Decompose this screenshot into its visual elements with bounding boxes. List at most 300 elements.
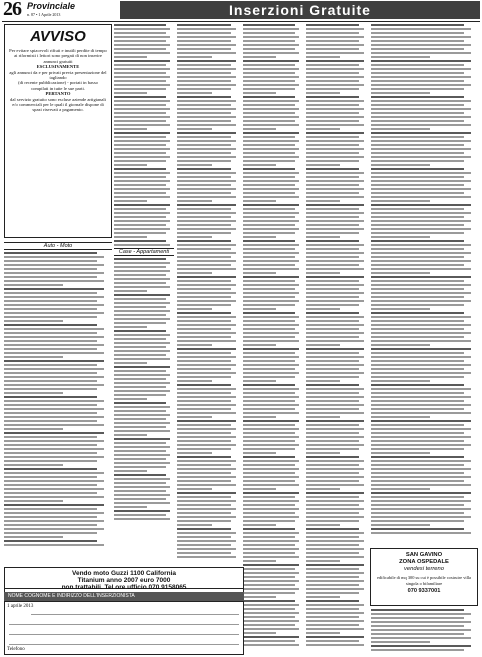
text-line <box>306 504 359 506</box>
coupon-form[interactable] <box>4 601 244 655</box>
text-line <box>306 540 364 542</box>
text-line <box>243 268 299 270</box>
text-line <box>306 488 340 490</box>
text-line <box>4 312 104 314</box>
text-line <box>243 124 299 126</box>
text-line <box>371 144 464 146</box>
text-line <box>306 560 340 562</box>
text-line <box>243 100 299 102</box>
text-line <box>371 520 464 522</box>
text-line <box>114 212 170 214</box>
text-line <box>4 388 97 390</box>
text-line <box>371 625 464 627</box>
text-line <box>371 408 464 410</box>
text-line <box>243 600 295 602</box>
text-line <box>114 168 166 170</box>
text-line <box>243 192 295 194</box>
text-line <box>243 44 299 46</box>
text-line <box>306 84 364 86</box>
text-line <box>306 100 364 102</box>
text-line <box>371 324 471 326</box>
text-line <box>4 520 104 522</box>
text-line <box>243 500 299 502</box>
text-line <box>371 344 430 346</box>
text-line <box>306 416 340 418</box>
text-line <box>177 300 236 302</box>
text-line <box>371 232 464 234</box>
text-line <box>114 96 166 98</box>
text-line <box>306 56 340 58</box>
text-line <box>4 536 63 538</box>
text-line <box>114 108 170 110</box>
text-line <box>243 620 299 622</box>
text-line <box>177 488 212 490</box>
text-line <box>371 68 471 70</box>
notice-paragraph: Per evitare spiacevoli rifiuti e inutili perdite di tempo ai riformisti i lettori sono pregati di non inserire annunci gratuiti <box>9 48 107 64</box>
text-line <box>114 52 170 54</box>
text-line <box>371 452 430 454</box>
text-line <box>306 116 364 118</box>
text-line <box>177 28 236 30</box>
text-line <box>4 424 104 426</box>
text-line <box>243 364 299 366</box>
text-line <box>306 292 364 294</box>
text-line <box>243 640 295 642</box>
text-line <box>306 624 359 626</box>
text-line <box>177 140 236 142</box>
text-line <box>243 28 299 30</box>
text-line <box>243 636 299 638</box>
text-line <box>114 482 166 484</box>
text-line <box>4 488 104 490</box>
text-line <box>306 520 359 522</box>
text-line <box>306 524 340 526</box>
text-line <box>306 204 364 206</box>
text-line <box>371 392 464 394</box>
text-line <box>243 160 295 162</box>
text-line <box>114 100 170 102</box>
text-line <box>371 488 430 490</box>
text-line <box>306 328 359 330</box>
text-line <box>114 148 170 150</box>
text-line <box>177 516 236 518</box>
text-line <box>306 332 364 334</box>
text-line <box>243 384 295 386</box>
text-line <box>243 292 299 294</box>
text-line <box>306 244 364 246</box>
text-line <box>4 440 104 442</box>
page-number: 26 <box>3 0 21 20</box>
text-line <box>243 408 295 410</box>
text-line <box>243 244 299 246</box>
text-line <box>243 260 299 262</box>
text-line <box>306 24 359 26</box>
text-line <box>4 528 104 530</box>
text-line <box>243 444 299 446</box>
text-line <box>114 366 170 368</box>
text-line <box>177 152 231 154</box>
text-line <box>371 52 471 54</box>
text-line <box>177 156 236 158</box>
text-line <box>177 460 236 462</box>
text-line <box>243 472 295 474</box>
text-line <box>177 172 236 174</box>
text-line <box>306 536 359 538</box>
text-line <box>306 632 340 634</box>
text-line <box>177 540 236 542</box>
text-line <box>306 288 359 290</box>
text-line <box>306 380 340 382</box>
text-line <box>371 164 430 166</box>
text-line <box>371 613 471 615</box>
text-line <box>243 504 295 506</box>
text-line <box>114 342 170 344</box>
text-line <box>177 336 231 338</box>
text-line <box>177 476 236 478</box>
text-line <box>243 72 295 74</box>
text-line <box>371 252 471 254</box>
text-line <box>4 288 104 290</box>
zone-ad-subtitle: ZONA OSPEDALE <box>399 559 449 565</box>
text-line <box>243 140 299 142</box>
text-line <box>243 36 299 38</box>
text-line <box>243 324 299 326</box>
text-line <box>371 60 471 62</box>
text-line <box>114 160 166 162</box>
text-line <box>371 380 430 382</box>
text-line <box>306 484 364 486</box>
text-line <box>4 512 104 514</box>
text-line <box>371 496 464 498</box>
column-4 <box>243 24 303 656</box>
text-line <box>306 136 359 138</box>
text-line <box>4 348 97 350</box>
text-line <box>371 120 464 122</box>
text-line <box>243 340 299 342</box>
text-line <box>114 64 166 66</box>
text-line <box>306 528 359 530</box>
text-line <box>306 640 359 642</box>
text-line <box>177 308 212 310</box>
text-line <box>114 298 166 300</box>
text-line <box>243 24 295 26</box>
text-line <box>371 320 464 322</box>
text-line <box>4 264 104 266</box>
text-line <box>306 32 359 34</box>
text-line <box>114 466 166 468</box>
text-line <box>177 448 231 450</box>
text-line <box>4 280 104 282</box>
newspaper-logo: Provinciale <box>27 1 76 11</box>
text-line <box>177 316 236 318</box>
text-line <box>4 272 104 274</box>
text-line <box>371 621 471 623</box>
text-line <box>243 176 295 178</box>
text-line <box>177 456 231 458</box>
text-line <box>371 352 464 354</box>
text-line <box>114 28 170 30</box>
text-line <box>243 568 295 570</box>
text-line <box>371 300 471 302</box>
text-line <box>243 520 295 522</box>
text-line <box>114 278 170 280</box>
text-line <box>306 404 364 406</box>
text-line <box>243 32 295 34</box>
classified-listings <box>306 24 368 646</box>
text-line <box>177 48 231 50</box>
text-line <box>177 236 212 238</box>
text-line <box>371 460 471 462</box>
promo-line: Vendo moto Guzzi 1100 California <box>71 570 177 577</box>
text-line <box>114 188 170 190</box>
text-line <box>4 524 97 526</box>
text-line <box>371 508 471 510</box>
text-line <box>306 444 364 446</box>
text-line <box>371 200 430 202</box>
text-line <box>371 416 430 418</box>
text-line <box>243 300 299 302</box>
text-line <box>306 188 364 190</box>
text-line <box>306 440 359 442</box>
text-line <box>371 64 464 66</box>
text-line <box>114 510 170 512</box>
text-line <box>243 580 299 582</box>
text-line <box>371 308 430 310</box>
text-line <box>114 92 147 94</box>
text-line <box>306 224 359 226</box>
text-line <box>371 224 464 226</box>
classified-listings <box>114 258 174 520</box>
text-line <box>243 232 295 234</box>
text-line <box>114 120 166 122</box>
text-line <box>306 432 359 434</box>
text-line <box>371 100 471 102</box>
notice-paragraph: agli annunci da e per privati previa presentazione del tagliando <box>9 69 107 81</box>
text-line <box>243 616 295 618</box>
text-line <box>371 132 471 134</box>
text-line <box>177 200 212 202</box>
text-line <box>371 136 464 138</box>
text-line <box>177 116 236 118</box>
text-line <box>4 436 97 438</box>
text-line <box>177 348 236 350</box>
text-line <box>4 508 97 510</box>
text-line <box>306 584 359 586</box>
text-line <box>114 386 166 388</box>
text-line <box>306 132 364 134</box>
text-line <box>243 540 299 542</box>
text-line <box>177 436 236 438</box>
text-line <box>306 456 359 458</box>
text-line <box>371 228 471 230</box>
text-line <box>177 480 231 482</box>
text-line <box>4 344 104 346</box>
text-line <box>306 468 364 470</box>
text-line <box>4 516 97 518</box>
text-line <box>177 124 236 126</box>
text-line <box>243 496 295 498</box>
text-line <box>306 140 364 142</box>
text-line <box>371 188 471 190</box>
text-line <box>306 360 359 362</box>
text-line <box>371 152 464 154</box>
text-line <box>243 52 299 54</box>
text-line <box>177 128 212 130</box>
notice-title: AVVISO <box>30 28 86 45</box>
text-line <box>371 292 471 294</box>
text-line <box>177 400 231 402</box>
text-line <box>114 140 170 142</box>
text-line <box>371 108 471 110</box>
text-line <box>114 426 166 428</box>
text-line <box>114 322 166 324</box>
text-line <box>4 452 97 454</box>
text-line <box>4 432 104 434</box>
text-line <box>306 64 359 66</box>
text-line <box>243 312 295 314</box>
text-line <box>306 212 364 214</box>
text-line <box>114 84 170 86</box>
text-line <box>371 312 464 314</box>
text-line <box>177 420 236 422</box>
text-line <box>371 524 430 526</box>
text-line <box>306 36 364 38</box>
text-line <box>4 380 97 382</box>
text-line <box>371 629 471 631</box>
text-line <box>114 438 170 440</box>
text-line <box>306 352 359 354</box>
text-line <box>371 168 464 170</box>
text-line <box>371 216 464 218</box>
text-line <box>243 464 295 466</box>
text-line <box>306 592 359 594</box>
text-line <box>4 408 104 410</box>
text-line <box>306 220 364 222</box>
text-line <box>306 604 364 606</box>
text-line <box>177 244 236 246</box>
text-line <box>243 544 295 546</box>
text-line <box>177 412 236 414</box>
text-line <box>114 338 166 340</box>
text-line <box>177 80 231 82</box>
text-line <box>371 456 464 458</box>
section-banner: Inserzioni Gratuite <box>120 1 480 19</box>
text-line <box>243 392 295 394</box>
text-line <box>4 472 104 474</box>
text-line <box>4 316 97 318</box>
text-line <box>177 368 231 370</box>
text-line <box>114 228 170 230</box>
text-line <box>306 644 364 646</box>
text-line <box>114 310 170 312</box>
text-line <box>243 356 299 358</box>
zone-ad-subtitle: vendesi terreno <box>404 566 444 572</box>
text-line <box>306 76 364 78</box>
text-line <box>306 44 364 46</box>
text-line <box>243 296 295 298</box>
text-line <box>114 362 147 364</box>
text-line <box>4 292 97 294</box>
text-line <box>371 272 430 274</box>
text-line <box>306 200 340 202</box>
text-line <box>371 637 471 639</box>
text-line <box>371 84 471 86</box>
text-line <box>114 224 166 226</box>
text-line <box>306 612 364 614</box>
text-line <box>243 120 295 122</box>
text-line <box>243 96 295 98</box>
text-line <box>306 448 359 450</box>
text-line <box>114 378 166 380</box>
text-line <box>243 416 276 418</box>
text-line <box>306 616 359 618</box>
classified-listings <box>243 24 303 646</box>
text-line <box>371 336 464 338</box>
text-line <box>371 284 471 286</box>
text-line <box>371 480 464 482</box>
text-line <box>371 28 471 30</box>
text-line <box>243 460 299 462</box>
text-line <box>177 56 212 58</box>
coupon-date: 1 aprile 2013 <box>7 604 34 609</box>
text-line <box>306 552 359 554</box>
text-line <box>243 424 295 426</box>
text-line <box>243 400 295 402</box>
text-line <box>114 32 166 34</box>
text-line <box>306 596 340 598</box>
text-line <box>306 96 359 98</box>
text-line <box>371 617 464 619</box>
text-line <box>371 44 471 46</box>
text-line <box>114 390 170 392</box>
text-line <box>177 228 236 230</box>
text-line <box>177 248 231 250</box>
text-line <box>371 500 471 502</box>
text-line <box>177 196 236 198</box>
text-line <box>243 344 276 346</box>
issue-info: n. 87 • 1 Aprile 2013 <box>27 12 61 17</box>
text-line <box>243 564 299 566</box>
text-line <box>4 368 104 370</box>
text-line <box>114 442 166 444</box>
text-line <box>114 326 147 328</box>
column-6-bottom <box>371 609 479 655</box>
text-line <box>243 336 295 338</box>
text-line <box>306 28 364 30</box>
text-line <box>4 328 104 330</box>
text-line <box>243 644 299 646</box>
text-line <box>114 382 170 384</box>
text-line <box>177 428 236 430</box>
text-line <box>243 628 299 630</box>
text-line <box>243 604 299 606</box>
text-line <box>243 228 299 230</box>
text-line <box>243 208 295 210</box>
text-line <box>243 88 295 90</box>
text-line <box>371 244 471 246</box>
text-line <box>177 344 212 346</box>
text-line <box>371 472 464 474</box>
text-line <box>371 256 464 258</box>
text-line <box>243 576 295 578</box>
text-line <box>371 72 464 74</box>
text-line <box>243 548 299 550</box>
text-line <box>306 216 359 218</box>
text-line <box>177 392 231 394</box>
notice-box <box>4 24 112 238</box>
text-line <box>114 44 170 46</box>
text-line <box>243 220 299 222</box>
